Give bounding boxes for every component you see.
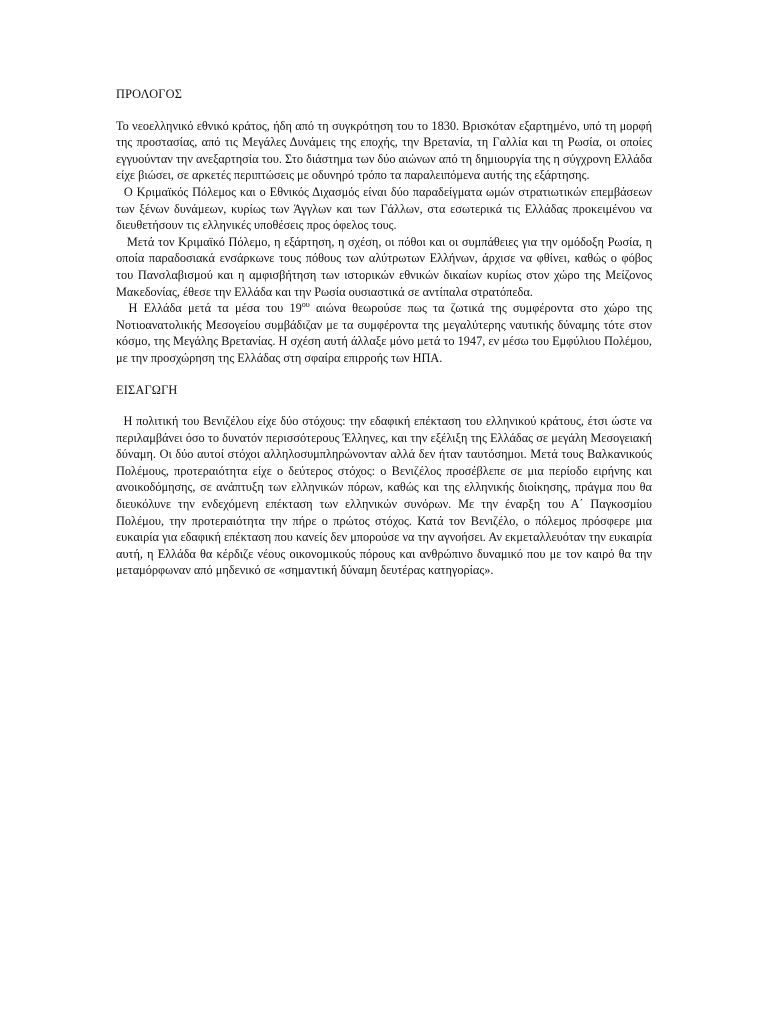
prologue-paragraph-4-end: αιώνα θεωρούσε πως τα ζωτικά της συμφέροντα στο χώρο της Νοτιοανατολικής Μεσογείου συμβάδιζαν με τα συμφέροντα της μεγαλύτερης ναυτικής δύναμης τότε στον κόσμο, της Μεγάλης Βρετανίας. Η σχέση αυτή άλλαξε μόνο μετά το 1947, εν μέσω του Εμφύλιου Πολέμου, με την προσχώρηση της Ελλάδας στη σφαίρα επιρροής των ΗΠΑ. bbox=[116, 301, 656, 365]
prologue-paragraph-4 bbox=[116, 300, 656, 366]
prologue-paragraph-1: Το νεοελληνικό εθνικό κράτος, ήδη από τη συγκρότηση του το 1830. Βρισκόταν εξαρτημένο, υπό τη μορφή της προστασίας, από τις Μεγάλες Δυνάμεις της εποχής, την Βρετανία, τη Γαλλία και τη Ρωσία, οι οποίες εγγυούνταν την ανεξαρτησία του. Στο διάστημα των δύο αιώνων από τη δημιουργία της η σύγχρονη Ελλάδα είχε βιώσει, σε αρκετές περιπτώσεις με οδυνηρό τρόπο τα παραλειπόμενα αυτής της εξάρτησης. bbox=[116, 118, 656, 183]
document-page bbox=[116, 86, 656, 579]
introduction-heading: ΕΙΣΑΓΩΓΗ bbox=[116, 382, 178, 397]
century-ordinal-superscript: ου bbox=[301, 300, 310, 310]
prologue-paragraph-4-start: Η Ελλάδα μετά τα μέσα του 19 bbox=[116, 301, 302, 316]
prologue-heading: ΠΡΟΛΟΓΟΣ bbox=[116, 87, 183, 101]
prologue-paragraph-2: Ο Κριμαϊκός Πόλεμος και ο Εθνικός Διχασμός είναι δύο παραδείγματα ωμών στρατιωτικών επεμβάσεων των ξένων δυνάμεων, κυρίως των Άγγλων και των Γάλλων, στα εσωτερικά τις Ελλάδας προκειμένου να διευθετήσουν τις ελληνικές υποθέσεις προς όφελος τους. bbox=[116, 184, 656, 233]
introduction-paragraph-1: Η πολιτική του Βενιζέλου είχε δύο στόχους: την εδαφική επέκταση του ελληνικού κράτους, έτσι ώστε να περιλαμβάνει όσο το δυνατόν περισσότερους Έλληνες, και την εξέλιξη της Ελλάδας σε μεγάλη Μεσογειακή δύναμη. Οι δύο αυτοί στόχοι αλληλοσυμπληρώνονταν αλλά δεν ήταν ταυτόσημοι. Μετά τους Βαλκανικούς Πολέμους, προτεραιότητα είχε ο δεύτερος στόχος: ο Βενιζέλος προσέβλεπε σε μια περίοδο ειρήνης και ανοικοδόμησης, σε ανάπτυξη των ελληνικών πόρων, καθώς και της ελληνικής διοίκησης, πράγμα που θα διευκόλυνε την ενδεχόμενη επέκταση των ελληνικών συνόρων. Με την έναρξη του Α΄ Παγκοσμίου Πολέμου, την προτεραιότητα την πήρε ο πρώτος στόχος. Κατά τον Βενιζέλο, ο πόλεμος πρόσφερε μια ευκαιρία για εδαφική επέκταση που κανείς δεν μπορούσε να την αγνοήσει. Αν εκμεταλλευόταν την ευκαιρία αυτή, η Ελλάδα θα κέρδιζε νέους οικονομικούς πόρους και ανθρώπινο δυναμικό που με τον καιρό θα την μεταμόρφωναν από μηδενικό σε «σημαντική δύναμη δευτέρας κατηγορίας». bbox=[116, 414, 656, 578]
prologue-paragraph-3: Μετά τον Κριμαϊκό Πόλεμο, η εξάρτηση, η σχέση, οι πόθοι και οι συμπάθειες για την ομόδοξη Ρωσία, η οποία παραδοσιακά ενσάρκωνε τους πόθους των αλύτρωτων Ελλήνων, άρχισε να φθίνει, καθώς ο φόβος του Πανσλαβισμού και η αμφισβήτηση των ιστορικών εθνικών δικαίων κυρίως στον χώρο της Μείζονος Μακεδονίας, έθεσε την Ελλάδα και την Ρωσία ουσιαστικά σε αντίπαλα στρατόπεδα. bbox=[116, 234, 656, 299]
